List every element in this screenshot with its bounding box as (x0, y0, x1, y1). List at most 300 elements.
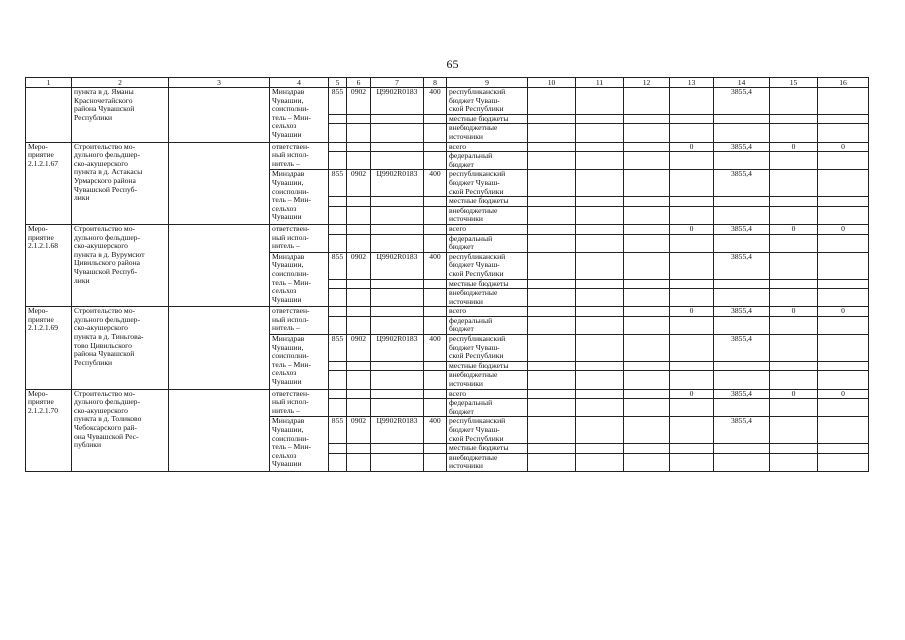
executor-cell-line: ответствен- (272, 224, 310, 233)
activity-name-line: района Чувашской (74, 104, 135, 114)
funding-source-line: федеральный (449, 316, 493, 325)
header-cell: 14 (714, 78, 770, 88)
empty-cell (528, 252, 576, 279)
budget-table (25, 77, 869, 472)
activity-name-line: ско-акушерского (74, 405, 128, 415)
empty-cell (329, 197, 347, 207)
empty-cell (770, 170, 818, 197)
empty-cell (424, 152, 447, 170)
empty-cell (576, 316, 624, 334)
code-target: Ц9902R0183 (371, 417, 424, 444)
funding-source-line: бюджет Чуваш- (449, 260, 500, 270)
empty-cell (576, 399, 624, 417)
empty-cell (624, 289, 670, 307)
executor-cell-line: ный испол- (272, 150, 309, 160)
column-3-cell (169, 307, 270, 389)
funding-source-line: бюджет Чуваш- (449, 177, 500, 187)
value-col13: 0 (670, 142, 714, 152)
table-row (26, 88, 869, 115)
value-col14: 3855,4 (714, 252, 770, 279)
empty-cell (528, 206, 576, 224)
funding-source (447, 399, 528, 417)
activity-name (72, 142, 169, 224)
activity-name-line: Чебоксарского рай- (74, 423, 137, 433)
empty-cell (347, 289, 371, 307)
empty-cell (424, 142, 447, 152)
funding-source (447, 224, 528, 234)
executor-cell-line: соисполни- (272, 104, 309, 114)
empty-cell (528, 289, 576, 307)
activity-name-line: лики (74, 193, 90, 203)
empty-cell (624, 170, 670, 197)
executor-cell-line: соисполни- (272, 351, 309, 361)
empty-cell (371, 152, 424, 170)
empty-cell (329, 361, 347, 371)
activity-code (26, 307, 72, 389)
executor-cell-line: сельхоз (272, 121, 297, 131)
empty-cell (818, 124, 869, 142)
activity-code-line: 2.1.2.1.69 (28, 323, 58, 333)
empty-cell (329, 224, 347, 234)
activity-code-line: Меро- (28, 142, 48, 151)
executor-cell-line: Минздрав (272, 87, 305, 96)
funding-source-line: ской Республики (449, 351, 504, 361)
empty-cell (528, 453, 576, 471)
empty-cell (576, 88, 624, 115)
empty-cell (624, 206, 670, 224)
header-cell: 12 (624, 78, 670, 88)
empty-cell (624, 316, 670, 334)
empty-cell (818, 417, 869, 444)
funding-source-line: внебюджетные (449, 288, 498, 298)
empty-cell (424, 389, 447, 399)
empty-cell (714, 234, 770, 252)
funding-source-line: бюджет Чуваш- (449, 95, 500, 105)
empty-cell (347, 206, 371, 224)
empty-cell (347, 361, 371, 371)
empty-cell (670, 289, 714, 307)
header-cell: 8 (424, 78, 447, 88)
empty-cell (818, 399, 869, 417)
empty-cell (329, 114, 347, 124)
empty-cell (576, 289, 624, 307)
executor-cell-line: ный испол- (272, 232, 309, 242)
code-target: Ц9902R0183 (371, 335, 424, 362)
activity-name-line: Чувашской Респуб- (74, 184, 138, 194)
empty-cell (670, 279, 714, 289)
executor-cell-line: ный испол- (272, 314, 309, 324)
empty-cell (424, 124, 447, 142)
funding-source-line: бюджет (449, 159, 474, 169)
executor-cell-line: Чувашии (272, 129, 302, 139)
code-expense-type: 400 (424, 335, 447, 362)
activity-code-line: приятие (28, 314, 54, 324)
empty-cell (329, 453, 347, 471)
value-col14: 3855,4 (714, 389, 770, 399)
activity-code-line: Меро- (28, 224, 48, 233)
activity-name-line: пункта в д. Яманы (74, 87, 134, 96)
empty-cell (624, 224, 670, 234)
empty-cell (818, 170, 869, 197)
activity-name-line: Строительство мо- (74, 224, 136, 233)
empty-cell (770, 399, 818, 417)
column-3-cell (169, 224, 270, 306)
table-row (26, 389, 869, 399)
code-target: Ц9902R0183 (371, 252, 424, 279)
empty-cell (770, 124, 818, 142)
empty-cell (528, 224, 576, 234)
executor-cell-line: сельхоз (272, 368, 297, 378)
empty-cell (818, 197, 869, 207)
empty-cell (576, 371, 624, 389)
empty-cell (371, 361, 424, 371)
empty-cell (528, 142, 576, 152)
value-col15: 0 (770, 142, 818, 152)
empty-cell (624, 371, 670, 389)
funding-source-line: республиканский (449, 334, 506, 344)
header-cell: 1 (26, 78, 72, 88)
empty-cell (528, 389, 576, 399)
empty-cell (770, 234, 818, 252)
funding-source-line: источники (449, 214, 483, 224)
activity-name (72, 88, 169, 143)
empty-cell (714, 316, 770, 334)
activity-code (26, 389, 72, 471)
value-col16: 0 (818, 389, 869, 399)
funding-source (447, 389, 528, 399)
empty-cell (528, 335, 576, 362)
executor-cell-line: Минздрав (272, 416, 305, 426)
executor-cell-line: ответствен- (272, 389, 310, 398)
empty-cell (329, 206, 347, 224)
funding-source-line: всего (449, 306, 467, 316)
empty-cell (576, 444, 624, 454)
empty-cell (770, 361, 818, 371)
executor-cell-line: сельхоз (272, 450, 297, 460)
funding-source-line: местные бюджеты (449, 114, 509, 123)
funding-source (447, 197, 528, 207)
empty-cell (329, 316, 347, 334)
value-col14: 3855,4 (714, 335, 770, 362)
header-cell: 4 (270, 78, 329, 88)
activity-code (26, 224, 72, 306)
empty-cell (670, 444, 714, 454)
activity-name-line: района Чувашской (74, 349, 135, 359)
code-grbs: 855 (329, 417, 347, 444)
funding-source-line: бюджет Чуваш- (449, 342, 500, 352)
empty-cell (624, 389, 670, 399)
empty-cell (714, 453, 770, 471)
empty-cell (528, 88, 576, 115)
empty-cell (624, 335, 670, 362)
empty-cell (576, 252, 624, 279)
activity-code-line: Меро- (28, 306, 48, 316)
funding-source-line: внебюджетные (449, 123, 498, 133)
empty-cell (371, 453, 424, 471)
activity-name-line: дульного фельдшер- (74, 397, 141, 407)
funding-source (447, 444, 528, 454)
executor-cell-line: сельхоз (272, 203, 297, 213)
empty-cell (576, 279, 624, 289)
activity-name-line: она Чувашской Рес- (74, 431, 139, 441)
empty-cell (576, 152, 624, 170)
empty-cell (818, 234, 869, 252)
code-section: 0902 (347, 88, 371, 115)
executor-cell-line: Минздрав (272, 334, 305, 344)
header-cell: 3 (169, 78, 270, 88)
empty-cell (770, 206, 818, 224)
funding-source-line: республиканский (449, 252, 506, 261)
header-cell: 9 (447, 78, 528, 88)
empty-cell (576, 417, 624, 444)
activity-code-line: 2.1.2.1.67 (28, 158, 58, 168)
executor-cell-line: Чувашии, (272, 342, 304, 352)
funding-source-line: ской Республики (449, 104, 504, 114)
executor-cell (270, 389, 329, 417)
empty-cell (424, 316, 447, 334)
code-grbs: 855 (329, 170, 347, 197)
funding-source-line: всего (449, 142, 467, 151)
value-col14: 3855,4 (714, 88, 770, 115)
funding-source-line: внебюджетные (449, 453, 498, 462)
empty-cell (528, 279, 576, 289)
column-3-cell (169, 142, 270, 224)
executor-cell-line: нитель – (272, 158, 300, 168)
funding-source-line: бюджет (449, 324, 474, 334)
empty-cell (670, 152, 714, 170)
funding-source (447, 170, 528, 197)
empty-cell (576, 453, 624, 471)
activity-name-line: дульного фельдшер- (74, 232, 141, 242)
empty-cell (770, 289, 818, 307)
funding-source (447, 371, 528, 389)
empty-cell (528, 417, 576, 444)
empty-cell (528, 361, 576, 371)
empty-cell (576, 206, 624, 224)
empty-cell (329, 389, 347, 399)
executor-cell-line: тель – Мин- (272, 359, 311, 369)
funding-source-line: местные бюджеты (449, 361, 509, 370)
value-col14: 3855,4 (714, 142, 770, 152)
funding-source-line: источники (449, 296, 483, 306)
empty-cell (714, 361, 770, 371)
empty-cell (371, 279, 424, 289)
empty-cell (329, 444, 347, 454)
empty-cell (770, 88, 818, 115)
empty-cell (347, 316, 371, 334)
empty-cell (329, 279, 347, 289)
empty-cell (624, 453, 670, 471)
funding-source-line: всего (449, 389, 467, 398)
executor-cell-line: тель – Мин- (272, 442, 311, 452)
empty-cell (818, 289, 869, 307)
funding-source-line: внебюджетные (449, 370, 498, 380)
empty-cell (624, 399, 670, 417)
executor-cell (270, 170, 329, 225)
empty-cell (714, 197, 770, 207)
executor-cell-line: соисполни- (272, 433, 309, 443)
activity-name-line: Красночетайского (74, 95, 133, 105)
table-body (26, 78, 869, 472)
executor-cell-line: соисполни- (272, 268, 309, 278)
activity-code-line: 2.1.2.1.70 (28, 405, 58, 415)
empty-cell (624, 142, 670, 152)
empty-cell (714, 399, 770, 417)
empty-cell (818, 361, 869, 371)
table-row (26, 224, 869, 234)
empty-cell (818, 444, 869, 454)
empty-cell (371, 114, 424, 124)
value-col14: 3855,4 (714, 224, 770, 234)
activity-name-line: Строительство мо- (74, 142, 136, 151)
empty-cell (329, 124, 347, 142)
empty-cell (371, 197, 424, 207)
empty-cell (424, 399, 447, 417)
value-col13: 0 (670, 224, 714, 234)
funding-source-line: ской Республики (449, 268, 504, 278)
empty-cell (714, 279, 770, 289)
header-cell: 16 (818, 78, 869, 88)
code-grbs: 855 (329, 335, 347, 362)
empty-cell (329, 289, 347, 307)
value-col15: 0 (770, 224, 818, 234)
empty-cell (371, 234, 424, 252)
empty-cell (770, 417, 818, 444)
code-section: 0902 (347, 335, 371, 362)
empty-cell (371, 307, 424, 317)
activity-name-line: Цивильского района (74, 258, 141, 268)
value-col13: 0 (670, 389, 714, 399)
empty-cell (528, 197, 576, 207)
funding-source-line: республиканский (449, 416, 506, 426)
empty-cell (670, 124, 714, 142)
empty-cell (670, 197, 714, 207)
empty-cell (528, 124, 576, 142)
empty-cell (347, 152, 371, 170)
activity-name-line: пункта в д. Тиньгова- (74, 332, 144, 342)
code-grbs: 855 (329, 88, 347, 115)
executor-cell-line: нитель – (272, 323, 300, 333)
empty-cell (714, 289, 770, 307)
funding-source-line: федеральный (449, 234, 493, 243)
empty-cell (818, 114, 869, 124)
empty-cell (670, 399, 714, 417)
value-col16: 0 (818, 142, 869, 152)
empty-cell (770, 444, 818, 454)
empty-cell (670, 361, 714, 371)
column-3-cell (169, 389, 270, 471)
executor-cell-line: нитель – (272, 405, 300, 415)
empty-cell (424, 453, 447, 471)
activity-name-line: Чувашской Респуб- (74, 266, 138, 276)
empty-cell (576, 170, 624, 197)
executor-cell-line: тель – Мин- (272, 112, 311, 122)
empty-cell (424, 279, 447, 289)
empty-cell (347, 371, 371, 389)
executor-cell (270, 224, 329, 252)
empty-cell (371, 399, 424, 417)
activity-name-line: дульного фельдшер- (74, 314, 141, 324)
value-col14: 3855,4 (714, 417, 770, 444)
empty-cell (424, 307, 447, 317)
empty-cell (347, 453, 371, 471)
activity-code-line: 2.1.2.1.68 (28, 241, 58, 251)
empty-cell (818, 335, 869, 362)
empty-cell (670, 453, 714, 471)
empty-cell (371, 389, 424, 399)
empty-cell (818, 316, 869, 334)
empty-cell (424, 197, 447, 207)
empty-cell (347, 279, 371, 289)
funding-source-line: бюджет Чуваш- (449, 425, 500, 435)
empty-cell (770, 114, 818, 124)
activity-name-line: пункта в д. Толиково (74, 414, 142, 424)
executor-cell-line: Чувашии (272, 212, 302, 222)
empty-cell (371, 444, 424, 454)
activity-name-line: пункта в д. Астакасы (74, 167, 143, 177)
empty-cell (528, 307, 576, 317)
activity-name-line: пункта в д. Вурумсют (74, 249, 145, 259)
funding-source (447, 453, 528, 471)
empty-cell (329, 234, 347, 252)
code-target: Ц9902R0183 (371, 88, 424, 115)
activity-name-line: Строительство мо- (74, 389, 136, 398)
empty-cell (818, 371, 869, 389)
header-row (26, 78, 869, 88)
funding-source (447, 307, 528, 317)
funding-source (447, 289, 528, 307)
empty-cell (347, 224, 371, 234)
empty-cell (528, 399, 576, 417)
header-cell: 7 (371, 78, 424, 88)
code-expense-type: 400 (424, 417, 447, 444)
executor-cell-line: Чувашии (272, 294, 302, 304)
executor-cell-line: Минздрав (272, 252, 305, 261)
funding-source (447, 361, 528, 371)
value-col14: 3855,4 (714, 307, 770, 317)
funding-source (447, 124, 528, 142)
empty-cell (347, 234, 371, 252)
activity-name-line: ско-акушерского (74, 241, 128, 251)
funding-source-line: внебюджетные (449, 206, 498, 215)
empty-cell (371, 124, 424, 142)
empty-cell (424, 114, 447, 124)
executor-cell-line: ный испол- (272, 397, 309, 407)
funding-source-line: источники (449, 379, 483, 389)
activity-name-line: тово Цивильского (74, 340, 132, 350)
funding-source (447, 252, 528, 279)
executor-cell-line: Чувашии, (272, 425, 304, 435)
funding-source-line: бюджет (449, 242, 474, 252)
empty-cell (347, 197, 371, 207)
executor-cell-line: Чувашии (272, 377, 302, 387)
empty-cell (818, 453, 869, 471)
empty-cell (576, 389, 624, 399)
executor-cell-line: соисполни- (272, 186, 309, 196)
empty-cell (624, 252, 670, 279)
executor-cell (270, 252, 329, 307)
executor-cell (270, 335, 329, 390)
empty-cell (528, 114, 576, 124)
code-expense-type: 400 (424, 88, 447, 115)
empty-cell (714, 371, 770, 389)
empty-cell (670, 88, 714, 115)
executor-cell-line: ответствен- (272, 306, 310, 316)
value-col15: 0 (770, 307, 818, 317)
empty-cell (347, 399, 371, 417)
funding-source (447, 279, 528, 289)
funding-source (447, 316, 528, 334)
